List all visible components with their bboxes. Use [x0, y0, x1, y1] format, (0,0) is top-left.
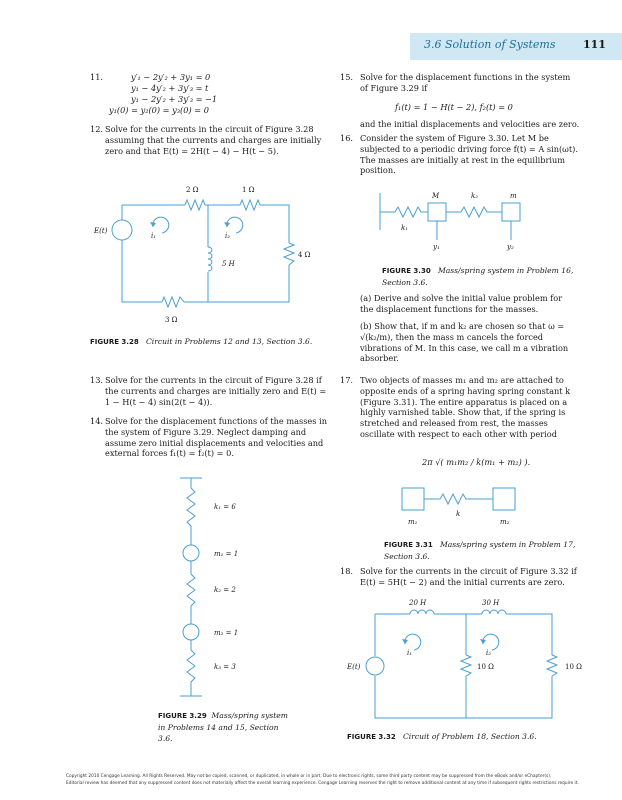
- fig328-r2-label: 1 Ω: [242, 186, 255, 194]
- fig328-i1-label: i₁: [151, 232, 157, 240]
- problem-17-formula: 2π √( m₁m₂ / k(m₁ + m₂) ).: [422, 457, 531, 467]
- problem-15-text: Solve for the displacement functions in the system of Figure 3.29 if: [360, 72, 571, 93]
- problem-12-text: Solve for the currents in the circuit of Figure 3.28 assuming that the currents and charges are initially zero and that E(t) = 2H(t − 4) − H(t − 5).: [105, 124, 322, 156]
- fig329-k3-label: k₃ = 3: [214, 663, 236, 671]
- page-number: 111: [583, 38, 606, 51]
- fig331-m1-label: m₁: [408, 518, 418, 526]
- fig332-caption-text: Circuit of Problem 18, Section 3.6.: [402, 732, 537, 741]
- fig329-k1-label: k₁ = 6: [214, 503, 236, 511]
- footer-line-1: Copyright 2010 Cengage Learning. All Rights Reserved. May not be copied, scanned, or duplicated, in whole or in part. Due to electronic rights, some third party content may be suppressed from the eBook and/or eChapter(s).: [66, 774, 552, 779]
- fig332-i2-label: i₂: [486, 649, 492, 657]
- problem-17-number: 17.: [340, 375, 354, 385]
- fig330-label: FIGURE 3.30: [382, 267, 431, 275]
- fig329-caption-text: Mass/spring system in Problems 14 and 15, Section 3.6.: [158, 711, 288, 743]
- figure-3-32-caption: [347, 731, 587, 743]
- fig328-r4-label: 3 Ω: [165, 316, 178, 324]
- section-title: 3.6 Solution of Systems: [424, 38, 556, 51]
- fig328-source-label: E(t): [94, 227, 108, 235]
- fig328-caption-text: Circuit in Problems 12 and 13, Section 3.6.: [145, 337, 313, 346]
- problem-16-part-b: (b) Show that, if m and k₂ are chosen so that ω = √(k₂/m), then the mass m cancels the forced vibrations of M. In this case, we call m a vibration absorber.: [360, 321, 569, 364]
- fig328-inductor-label: 5 H: [222, 260, 235, 268]
- problem-17-text: Two objects of masses m₁ and m₂ are attached to opposite ends of a spring having spring constant k (Figure 3.31). The entire apparatus is placed on a highly varnished table. Show that, if the spring is stretched and released from rest, the masses oscillate with respect to each other with period: [360, 375, 571, 439]
- fig329-m1-label: m₁ = 1: [214, 550, 239, 558]
- problem-16-text: Consider the system of Figure 3.30. Let M be subjected to a periodic driving force f(t) = A sin(ωt). The masses are initially at rest in the equilibrium position.: [360, 133, 578, 176]
- fig330-y2-label: y₂: [507, 243, 514, 251]
- fig328-label: FIGURE 3.28: [90, 338, 139, 346]
- problem-18-text: Solve for the currents in the circuit of Figure 3.32 if E(t) = 5H(t − 2) and the initial currents are zero.: [360, 566, 577, 587]
- problem-15-equation: f₁(t) = 1 − H(t − 2), f₂(t) = 0: [395, 102, 513, 112]
- problem-13-number: 13.: [90, 375, 104, 385]
- fig331-k-label: k: [456, 510, 461, 518]
- fig330-k1-label: k₁: [401, 224, 409, 232]
- problem-16-part-a: (a) Derive and solve the initial value problem for the displacement functions for the masses.: [360, 293, 563, 314]
- fig329-label: FIGURE 3.29: [158, 712, 207, 720]
- problem-15-number: 15.: [340, 72, 354, 82]
- fig332-i1-label: i₁: [407, 649, 413, 657]
- problem-14-text: Solve for the displacement functions of the masses in the system of Figure 3.29. Neglect damping and assume zero initial displacements and velocities and external forces f₁(t) = f₂(t) = 0.: [105, 416, 327, 459]
- fig330-m-label: m: [510, 192, 517, 200]
- problem-15-after: and the initial displacements and velocities are zero.: [360, 119, 580, 129]
- fig332-label: FIGURE 3.32: [347, 733, 396, 741]
- fig330-caption-text: Mass/spring system in Problem 16, Section 3.6.: [382, 266, 574, 287]
- fig330-y1-label: y₁: [433, 243, 440, 251]
- problem-18-number: 18.: [340, 566, 354, 576]
- fig328-r3-label: 4 Ω: [298, 251, 311, 259]
- fig332-L2-label: 30 H: [482, 599, 500, 607]
- fig328-r1-label: 2 Ω: [186, 186, 199, 194]
- fig331-m2-label: m₂: [500, 518, 510, 526]
- p11-eq1: y′₁ − 2y′₂ + 3y₁ = 0: [131, 72, 211, 82]
- fig332-L1-label: 20 H: [409, 599, 427, 607]
- fig330-M-label: M: [432, 192, 440, 200]
- problem-16-number: 16.: [340, 133, 354, 143]
- fig331-caption-text: Mass/spring system in Problem 17, Section 3.6.: [384, 540, 576, 561]
- fig330-k2-label: k₂: [471, 192, 479, 200]
- fig332-R1-label: 10 Ω: [477, 663, 494, 671]
- fig332-source-label: E(t): [347, 663, 361, 671]
- problem-14-number: 14.: [90, 416, 104, 426]
- problem-11-number: 11.: [90, 72, 104, 82]
- footer-line-2: Editorial review has deemed that any suppressed content does not materially affect the overall learning experience. Cengage Learning reserves the right to remove additional content at any time if subsequent rights restrictions require it.: [66, 781, 579, 786]
- p11-eq4: y₁(0) = y₂(0) = y₃(0) = 0: [109, 105, 209, 115]
- p11-eq2: y₁ − 4y′₂ + 3y′₃ = t: [131, 83, 209, 93]
- fig331-label: FIGURE 3.31: [384, 541, 433, 549]
- fig329-k2-label: k₂ = 2: [214, 586, 236, 594]
- fig329-m2-label: m₂ = 1: [214, 629, 239, 637]
- p11-eq3: y₁ − 2y′₂ + 3y′₃ = −1: [131, 94, 218, 104]
- problem-13-text: Solve for the currents in the circuit of Figure 3.28 if the currents and charges are initially zero and E(t) = 1 − H(t − 4) sin(2(t − 4)).: [105, 375, 327, 407]
- fig332-R2-label: 10 Ω: [565, 663, 582, 671]
- fig328-i2-label: i₂: [225, 232, 231, 240]
- problem-12-number: 12.: [90, 124, 104, 134]
